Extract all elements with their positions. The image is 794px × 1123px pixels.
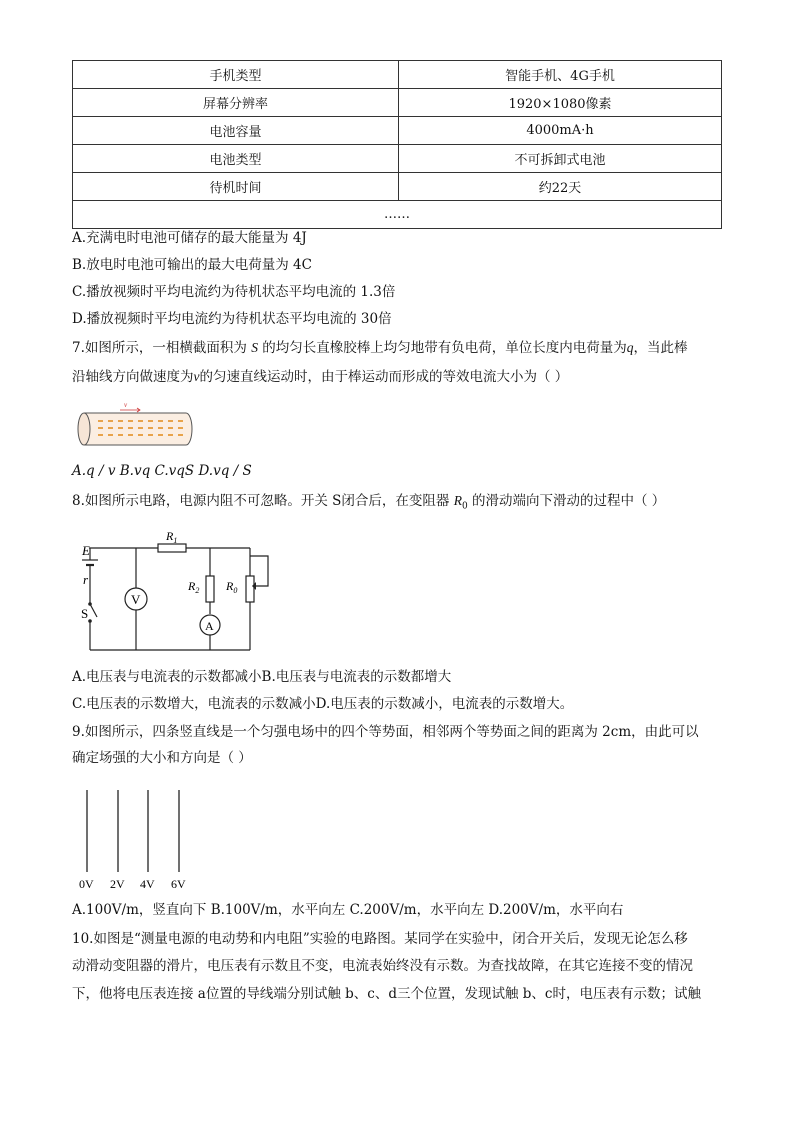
- q7-options: A.q / v B.vq C.vqS D.vq / S: [72, 463, 252, 479]
- switch-contact: [88, 619, 92, 623]
- q10-stem-line1: 10.如图是“测量电源的电动势和内电阻”实验的电路图。某同学在实验中，闭合开关后，发现无论怎么移: [72, 931, 688, 947]
- equipotential-lines-figure: [74, 786, 204, 894]
- charge-dot: [118, 427, 123, 429]
- q7-text: 的均匀长直橡胶棒上均匀地带有负电荷，单位长度内电荷量为: [262, 340, 627, 356]
- r1-label: $R_1$: [166, 529, 178, 545]
- q8-text: 的滑动端向下滑动的过程中（ ）: [472, 493, 666, 509]
- charge-dot: [98, 434, 103, 436]
- charge-dot: [138, 434, 143, 436]
- q10-stem-line3: 下，他将电压表连接 a位置的导线端分别试触 b、c、d三个位置，发现试触 b、c时，电压表有示数；试触: [72, 986, 701, 1002]
- charge-dot: [128, 420, 133, 422]
- table-cell: 4000mA·h: [399, 117, 722, 145]
- charge-dot: [168, 427, 173, 429]
- table-cell: 智能手机、4G手机: [399, 61, 722, 89]
- table-row: [73, 145, 722, 173]
- emf-label: E: [82, 543, 90, 558]
- q8-stem: [72, 491, 665, 517]
- q6-option-c: C.播放视频时平均电流约为待机状态平均电流的 1.3倍: [72, 284, 396, 300]
- ammeter-label: A: [205, 619, 214, 633]
- charge-dot: [118, 434, 123, 436]
- charge-dot: [148, 427, 153, 429]
- q6-option-b: B.放电时电池可输出的最大电荷量为 4C: [72, 257, 312, 273]
- charge-dot: [128, 427, 133, 429]
- q8-circuit-diagram: [80, 524, 276, 654]
- q8-options-ab: A.电压表与电流表的示数都减小B.电压表与电流表的示数都增大: [72, 669, 452, 685]
- table-cell: 电池类型: [73, 145, 399, 173]
- table-row: [73, 173, 722, 201]
- charge-dot: [138, 427, 143, 429]
- q9-options: A.100V/m，竖直向下 B.100V/m，水平向左 C.200V/m，水平向左 D.200V/m，水平向右: [72, 902, 624, 918]
- charge-dot: [138, 420, 143, 422]
- q6-option-d: D.播放视频时平均电流约为待机状态平均电流的 30倍: [72, 311, 392, 327]
- rod-end: [78, 413, 90, 445]
- resistor-r2: [206, 576, 214, 602]
- table-row: [73, 201, 722, 229]
- table-row: [73, 117, 722, 145]
- table-cell: 屏幕分辨率: [73, 89, 399, 117]
- q7-symbol-v: v: [193, 369, 200, 384]
- q10-stem-line2: 动滑动变阻器的滑片，电压表有示数且不变，电流表始终没有示数。为查找故障，在其它连接不变的情况: [72, 958, 693, 974]
- charged-rod-figure: [74, 398, 196, 450]
- potential-label-2v: 2V: [110, 877, 125, 891]
- table-row: [73, 61, 722, 89]
- q7-symbol-s: S: [251, 340, 258, 355]
- q6-option-a: A.充满电时电池可储存的最大能量为 4J: [72, 230, 307, 246]
- table-cell: 不可拆卸式电池: [399, 145, 722, 173]
- table-cell: 1920×1080像素: [399, 89, 722, 117]
- charge-dot: [158, 434, 163, 436]
- table-ellipsis-cell: ……: [73, 201, 722, 229]
- switch-blade: [90, 604, 97, 617]
- switch-contact: [88, 602, 92, 606]
- q7-symbol-q: q: [626, 340, 634, 355]
- r0-label: $R_0$: [226, 579, 238, 595]
- potential-label-6v: 6V: [171, 877, 186, 891]
- q7-stem-line1: [72, 338, 687, 358]
- q9-stem-line1: 9.如图所示，四条竖直线是一个匀强电场中的四个等势面，相邻两个等势面之间的距离为 2cm，由此可以: [72, 724, 699, 740]
- charge-dot: [98, 420, 103, 422]
- internal-resistance-label: r: [83, 572, 89, 587]
- charge-dot: [98, 427, 103, 429]
- q8-symbol-r0: R: [453, 493, 462, 508]
- table-row: [73, 89, 722, 117]
- rheostat-r0: [246, 576, 254, 602]
- switch-label: S: [81, 606, 89, 621]
- charge-dot: [148, 434, 153, 436]
- charge-dot: [178, 420, 183, 422]
- velocity-label: v: [124, 401, 128, 409]
- q7-text: 沿轴线方向做速度为: [72, 369, 194, 385]
- q7-text: 的匀速直线运动时，由于棒运动而形成的等效电流大小为（ ）: [199, 369, 569, 385]
- q7-text: ，当此棒: [633, 340, 688, 356]
- charge-dot: [158, 420, 163, 422]
- charge-dot: [108, 420, 113, 422]
- charge-dot: [168, 420, 173, 422]
- q8-text: 8.如图所示电路，电源内阻不可忽略。开关 S闭合后，在变阻器: [72, 493, 450, 509]
- q8-symbol-r0-sub: 0: [461, 501, 468, 512]
- charge-dot: [108, 427, 113, 429]
- q7-stem-line2: [72, 367, 568, 387]
- charge-dot: [178, 427, 183, 429]
- charge-dot: [178, 434, 183, 436]
- potential-label-0v: 0V: [79, 877, 94, 891]
- table-cell: 手机类型: [73, 61, 399, 89]
- voltmeter-label: V: [131, 592, 141, 607]
- r2-label: $R_2$: [188, 579, 200, 595]
- potential-label-4v: 4V: [140, 877, 155, 891]
- table-cell: 电池容量: [73, 117, 399, 145]
- charge-dot: [118, 420, 123, 422]
- resistor-r1: [158, 544, 186, 552]
- charge-dot: [168, 434, 173, 436]
- charge-dot: [108, 434, 113, 436]
- table-cell: 约22天: [399, 173, 722, 201]
- phone-spec-table: [72, 60, 722, 229]
- q9-stem-line2: 确定场强的大小和方向是（ ）: [72, 750, 252, 766]
- charge-dot: [128, 434, 133, 436]
- q7-text: 7.如图所示，一相横截面积为: [72, 340, 247, 356]
- table-cell: 待机时间: [73, 173, 399, 201]
- q8-options-cd: C.电压表的示数增大，电流表的示数减小D.电压表的示数减小，电流表的示数增大。: [72, 696, 574, 712]
- charge-dot: [148, 420, 153, 422]
- charge-dot: [158, 427, 163, 429]
